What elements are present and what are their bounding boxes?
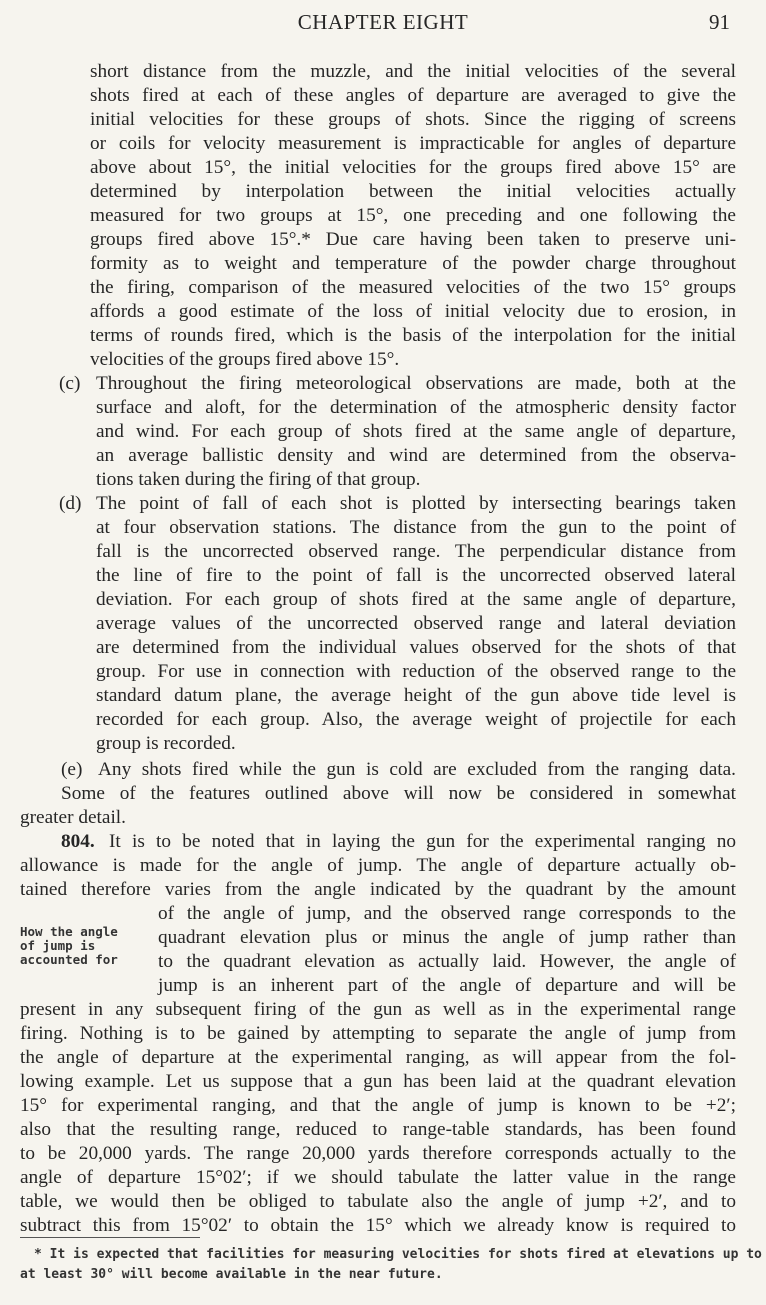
text-line: deviation. For each group of shots fired at the same angle of departure, [96,589,736,610]
margin-note-line: How the angle [20,924,118,939]
text-line: present in any subsequent firing of the gun as well as in the experimental range [20,999,736,1020]
footnote-line: at least 30° will become available in the near future. [20,1267,443,1282]
text-line: groups fired above 15°.* Due care having been taken to preserve uni- [90,229,736,250]
paragraph-number: 804. [61,831,95,852]
footnote-rule [20,1237,200,1238]
text-line: or coils for velocity measurement is impracticable for angles of departure [90,133,736,154]
footnote-line: * It is expected that facilities for measuring velocities for shots fired at elevations up to [34,1247,762,1262]
list-marker: (e) [61,759,83,780]
text-line: tained therefore varies from the angle indicated by the quadrant by the amount [20,879,736,900]
text-line: are determined from the individual values observed for the shots of that [96,637,736,658]
text-line: the firing, comparison of the measured velocities of the two 15° groups [90,277,736,298]
text-line: of the angle of jump, and the observed range corresponds to the [158,903,736,924]
text-line: the angle of departure at the experimental ranging, as will appear from the fol- [20,1047,736,1068]
text-line: quadrant elevation plus or minus the angle of jump rather than [158,927,736,948]
text-line: standard datum plane, the average height of the gun above tide level is [96,685,736,706]
text-line: Some of the features outlined above will now be considered in somewhat [61,783,736,804]
text-line: short distance from the muzzle, and the initial velocities of the several [90,61,736,82]
text-line: the line of fire to the point of fall is the uncorrected observed lateral [96,565,736,586]
text-line: table, we would then be obliged to tabulate also the angle of jump +2′, and to [20,1191,736,1212]
text-line: tions taken during the firing of that group. [96,469,421,490]
text-line: fall is the uncorrected observed range. The perpendicular distance from [96,541,736,562]
margin-note-line: of jump is [20,938,96,953]
text-line: an average ballistic density and wind are determined from the observa- [96,445,736,466]
text-line: greater detail. [20,807,126,828]
text-line: also that the resulting range, reduced to range-table standards, has been found [20,1119,736,1140]
text-line: to be 20,000 yards. The range 20,000 yards therefore corresponds actually to the [20,1143,736,1164]
page-number: 91 [709,10,730,34]
text-line: Any shots fired while the gun is cold are excluded from the ranging data. [98,759,736,780]
text-line: 15° for experimental ranging, and that the angle of jump is known to be +2′; [20,1095,736,1116]
chapter-title: CHAPTER EIGHT [297,10,469,34]
text-line: jump is an inherent part of the angle of departure and will be [158,975,736,996]
list-marker: (d) [59,493,82,514]
list-marker: (c) [59,373,81,394]
text-line: angle of departure 15°02′; if we should tabulate the latter value in the range [20,1167,736,1188]
text-line: formity as to weight and temperature of the powder charge throughout [90,253,736,274]
text-line: determined by interpolation between the initial velocities actually [90,181,736,202]
text-line: terms of rounds fired, which is the basis of the interpolation for the initial [90,325,736,346]
margin-note-line: accounted for [20,952,118,967]
text-line: subtract this from 15°02′ to obtain the 15° which we already know is required to [20,1215,736,1236]
text-line: allowance is made for the angle of jump. The angle of departure actually ob- [20,855,736,876]
text-line: group. For use in connection with reduction of the observed range to the [96,661,736,682]
text-line: average values of the uncorrected observed range and lateral deviation [96,613,736,634]
text-line: measured for two groups at 15°, one preceding and one following the [90,205,736,226]
text-line: initial velocities for these groups of shots. Since the rigging of screens [90,109,736,130]
text-line: shots fired at each of these angles of departure are averaged to give the [90,85,736,106]
text-line: lowing example. Let us suppose that a gun has been laid at the quadrant elevation [20,1071,736,1092]
text-line: The point of fall of each shot is plotted by intersecting bearings taken [96,493,736,514]
text-line: to the quadrant elevation as actually laid. However, the angle of [158,951,736,972]
text-line: above about 15°, the initial velocities for the groups fired above 15° are [90,157,736,178]
text-line: at four observation stations. The distance from the gun to the point of [96,517,736,538]
text-line: group is recorded. [96,733,236,754]
text-line: velocities of the groups fired above 15°. [90,349,400,370]
text-line: Throughout the firing meteorological observations are made, both at the [96,373,736,394]
text-line: and wind. For each group of shots fired at the same angle of departure, [96,421,736,442]
text-line: surface and aloft, for the determination of the atmospheric density factor [96,397,736,418]
running-header [0,8,766,38]
text-line: firing. Nothing is to be gained by attempting to separate the angle of jump from [20,1023,736,1044]
text-line: recorded for each group. Also, the average weight of projectile for each [96,709,736,730]
text-line: It is to be noted that in laying the gun for the experimental ranging no [109,831,736,852]
text-line: affords a good estimate of the loss of initial velocity due to erosion, in [90,301,736,322]
